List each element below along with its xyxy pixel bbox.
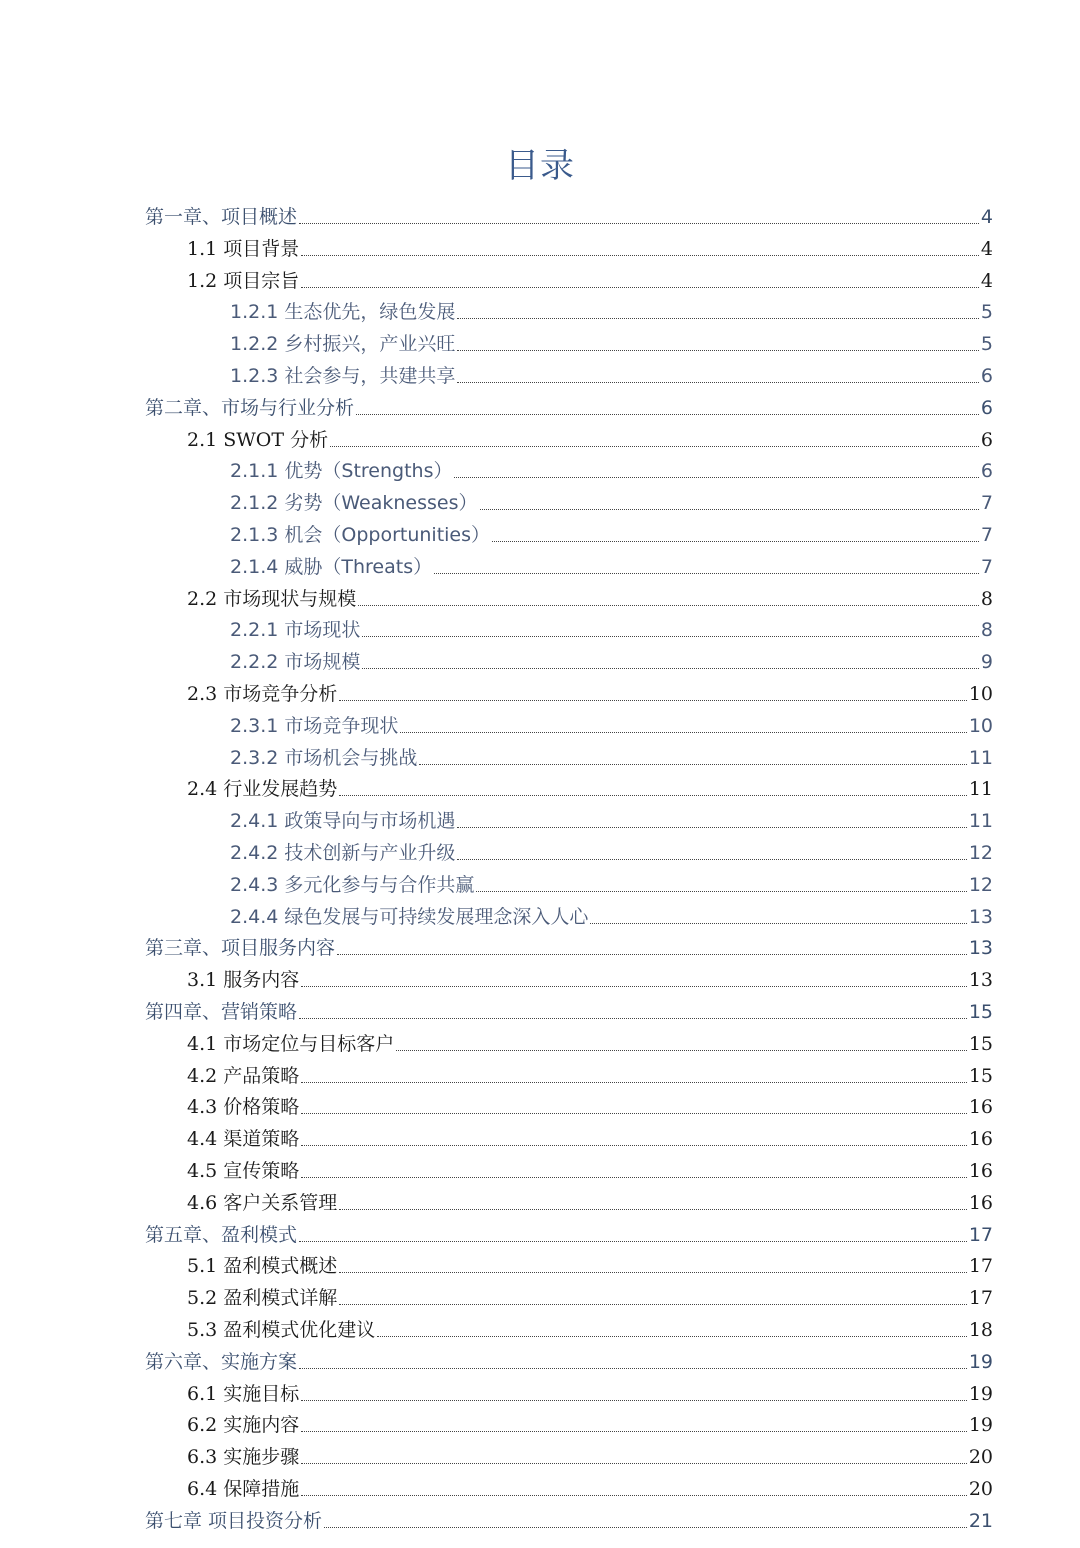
toc-entry-page-number: 15	[968, 1064, 993, 1087]
toc-entry-label: 1.2.2 乡村振兴，产业兴旺	[230, 333, 456, 356]
dot-leader	[362, 636, 979, 637]
toc-entry[interactable]	[230, 835, 993, 865]
toc-entry-label: 4.1 市场定位与目标客户	[187, 1032, 395, 1055]
toc-entry-page-number: 6	[980, 396, 993, 419]
toc-entry-label: 5.3 盈利模式优化建议	[187, 1319, 376, 1341]
toc-entry-page-number: 17	[968, 1223, 993, 1246]
toc-entry-page-number: 6	[980, 365, 993, 387]
toc-entry[interactable]	[187, 263, 993, 293]
page-title: 目录	[505, 146, 575, 186]
toc-entry-page-number: 12	[968, 842, 993, 864]
toc-entry-page-number: 7	[980, 524, 993, 546]
toc-entry-label: 2.3.1 市场竞争现状	[230, 714, 399, 737]
dot-leader	[377, 1336, 967, 1337]
toc-entry-page-number: 20	[968, 1478, 993, 1500]
toc-entry-page-number: 11	[968, 746, 993, 769]
toc-entry[interactable]	[145, 994, 993, 1024]
toc-entry[interactable]	[187, 1248, 993, 1278]
dot-leader	[434, 573, 979, 574]
toc-entry[interactable]	[187, 1280, 993, 1310]
dot-leader	[301, 287, 979, 288]
toc-entry-label: 第七章 项目投资分析	[145, 1509, 323, 1532]
toc-entry[interactable]	[145, 1503, 993, 1533]
dot-leader	[299, 223, 979, 224]
toc-entry-page-number: 16	[968, 1191, 993, 1214]
toc-entry-label: 6.2 实施内容	[187, 1414, 300, 1437]
dot-leader	[362, 668, 979, 669]
toc-entry-page-number: 13	[968, 969, 993, 992]
dot-leader	[454, 477, 978, 478]
toc-entry-label: 2.1.1 优势（Strengths）	[230, 460, 453, 483]
toc-entry[interactable]	[230, 740, 993, 770]
toc-entry-page-number: 17	[968, 1287, 993, 1310]
toc-entry-page-number: 19	[968, 1414, 993, 1437]
toc-entry-page-number: 13	[968, 937, 993, 960]
toc-entry[interactable]	[187, 231, 993, 261]
toc-entry-label: 第二章、市场与行业分析	[145, 396, 355, 419]
toc-entry-page-number: 8	[980, 587, 993, 610]
toc-entry[interactable]	[145, 930, 993, 960]
toc-entry-label: 1.2.1 生态优先，绿色发展	[230, 301, 456, 324]
dot-leader	[457, 318, 979, 319]
dot-leader	[301, 1177, 967, 1178]
toc-entry[interactable]	[187, 581, 993, 611]
dot-leader	[301, 986, 967, 987]
toc-entry-label: 第五章、盈利模式	[145, 1223, 298, 1246]
toc-entry[interactable]	[187, 422, 993, 452]
toc-entry[interactable]	[187, 1471, 993, 1501]
dot-leader	[301, 1113, 967, 1114]
toc-entry[interactable]	[187, 1407, 993, 1437]
toc-entry-page-number: 10	[968, 714, 993, 737]
toc-entry[interactable]	[230, 708, 993, 738]
toc-entry[interactable]	[187, 962, 993, 992]
toc-entry-page-number: 20	[968, 1446, 993, 1469]
toc-entry-page-number: 5	[980, 333, 993, 356]
dot-leader	[492, 541, 979, 542]
toc-entry-page-number: 16	[968, 1096, 993, 1119]
dot-leader	[339, 795, 967, 796]
toc-entry[interactable]	[145, 1217, 993, 1247]
dot-leader	[457, 382, 979, 383]
toc-entry[interactable]	[187, 1312, 993, 1342]
dot-leader	[457, 350, 979, 351]
toc-entry-label: 2.1.3 机会（Opportunities）	[230, 524, 491, 546]
toc-entry-label: 2.3 市场竞争分析	[187, 683, 338, 705]
toc-entry-label: 3.1 服务内容	[187, 969, 300, 992]
toc-entry[interactable]	[187, 1026, 993, 1056]
toc-entry[interactable]	[230, 644, 993, 674]
toc-entry-label: 1.1 项目背景	[187, 237, 300, 260]
toc-entry[interactable]	[230, 358, 993, 388]
toc-entry[interactable]	[145, 199, 993, 229]
toc-entry[interactable]	[230, 612, 993, 642]
toc-entry[interactable]	[145, 390, 993, 420]
toc-entry-label: 4.5 宣传策略	[187, 1160, 300, 1182]
toc-entry-page-number: 10	[968, 683, 993, 705]
toc-entry-label: 1.2 项目宗旨	[187, 269, 300, 292]
toc-entry-label: 6.3 实施步骤	[187, 1446, 300, 1469]
toc-entry-label: 5.2 盈利模式详解	[187, 1287, 338, 1310]
dot-leader	[337, 954, 967, 955]
dot-leader	[299, 1368, 967, 1369]
toc-entry-label: 2.1 SWOT 分析	[187, 428, 329, 451]
dot-leader	[324, 1527, 967, 1528]
toc-entry-label: 2.1.2 劣势（Weaknesses）	[230, 492, 478, 515]
toc-entry-label: 5.1 盈利模式概述	[187, 1255, 338, 1278]
toc-entry[interactable]	[187, 676, 993, 706]
toc-entry-page-number: 9	[980, 651, 993, 674]
toc-entry-label: 2.4.3 多元化参与与合作共赢	[230, 873, 475, 896]
toc-entry-page-number: 4	[980, 237, 993, 260]
toc-entry[interactable]	[187, 1058, 993, 1088]
toc-entry-label: 2.2.2 市场规模	[230, 651, 361, 674]
toc-entry[interactable]	[187, 1185, 993, 1215]
dot-leader	[400, 732, 966, 733]
dot-leader	[299, 1018, 967, 1019]
toc-entry-label: 第一章、项目概述	[145, 206, 298, 228]
toc-entry[interactable]	[230, 294, 993, 324]
toc-entry[interactable]	[187, 1089, 993, 1119]
toc-entry[interactable]	[187, 1439, 993, 1469]
dot-leader	[476, 891, 966, 892]
dot-leader	[590, 923, 966, 924]
toc-entry[interactable]	[230, 803, 993, 833]
toc-entry[interactable]	[230, 867, 993, 897]
toc-entry-label: 2.4.1 政策导向与市场机遇	[230, 810, 456, 833]
dot-leader	[457, 859, 966, 860]
toc-entry-page-number: 7	[980, 555, 993, 578]
toc-entry-label: 2.4 行业发展趋势	[187, 778, 338, 801]
dot-leader	[339, 1209, 967, 1210]
dot-leader	[419, 764, 966, 765]
toc-entry-page-number: 15	[968, 1001, 993, 1023]
toc-entry-label: 4.4 渠道策略	[187, 1128, 300, 1151]
toc-entry-label: 2.4.2 技术创新与产业升级	[230, 842, 456, 864]
toc-entry-page-number: 8	[980, 619, 993, 642]
toc-entry-page-number: 13	[968, 905, 993, 928]
toc-entry-page-number: 11	[968, 778, 993, 801]
toc-entry[interactable]	[145, 1344, 993, 1374]
toc-entry-label: 2.2 市场现状与规模	[187, 587, 357, 610]
toc-entry[interactable]	[187, 1121, 993, 1151]
toc-entry-label: 第六章、实施方案	[145, 1350, 298, 1373]
toc-entry-label: 2.4.4 绿色发展与可持续发展理念深入人心	[230, 905, 589, 928]
toc-entry[interactable]	[230, 453, 993, 483]
toc-entry-label: 4.2 产品策略	[187, 1064, 300, 1087]
dot-leader	[480, 509, 979, 510]
toc-entry-page-number: 19	[968, 1350, 993, 1373]
toc-entry[interactable]	[187, 1376, 993, 1406]
toc-entry[interactable]	[230, 549, 993, 579]
dot-leader	[301, 1495, 967, 1496]
toc-entry-label: 第三章、项目服务内容	[145, 937, 336, 960]
toc-entry-page-number: 5	[980, 301, 993, 324]
toc-entry-page-number: 4	[980, 269, 993, 292]
toc-entry-label: 6.4 保障措施	[187, 1478, 300, 1500]
dot-leader	[301, 1400, 967, 1401]
dot-leader	[301, 1431, 967, 1432]
toc-entry-page-number: 6	[980, 460, 993, 483]
dot-leader	[301, 1145, 967, 1146]
dot-leader	[330, 446, 979, 447]
toc-entry[interactable]	[187, 1153, 993, 1183]
dot-leader	[457, 827, 966, 828]
dot-leader	[339, 700, 967, 701]
toc-entry-page-number: 18	[968, 1319, 993, 1341]
toc-entry-label: 2.1.4 威胁（Threats）	[230, 555, 433, 578]
toc-entry-page-number: 16	[968, 1160, 993, 1182]
toc-entry-page-number: 12	[968, 873, 993, 896]
toc-entry[interactable]	[187, 771, 993, 801]
toc-entry-label: 2.3.2 市场机会与挑战	[230, 746, 418, 769]
toc-entry[interactable]	[230, 899, 993, 929]
toc-entry-page-number: 11	[968, 810, 993, 833]
toc-entry-label: 2.2.1 市场现状	[230, 619, 361, 642]
toc-entry-page-number: 4	[980, 206, 993, 228]
dot-leader	[356, 414, 979, 415]
toc-entry[interactable]	[230, 326, 993, 356]
dot-leader	[339, 1304, 967, 1305]
dot-leader	[299, 1241, 967, 1242]
dot-leader	[301, 1082, 967, 1083]
toc-entry-page-number: 15	[968, 1032, 993, 1055]
toc-entry[interactable]	[230, 517, 993, 547]
toc-entry[interactable]	[230, 485, 993, 515]
dot-leader	[301, 255, 979, 256]
toc-entry-label: 6.1 实施目标	[187, 1382, 300, 1405]
toc-entry-label: 4.3 价格策略	[187, 1096, 300, 1119]
dot-leader	[339, 1272, 967, 1273]
toc-entry-page-number: 19	[968, 1382, 993, 1405]
toc-entry-page-number: 21	[968, 1509, 993, 1532]
dot-leader	[396, 1050, 967, 1051]
toc-entry-page-number: 6	[980, 428, 993, 451]
dot-leader	[358, 605, 979, 606]
dot-leader	[301, 1463, 967, 1464]
toc-entry-page-number: 17	[968, 1255, 993, 1278]
toc-entry-label: 第四章、营销策略	[145, 1001, 298, 1023]
toc-entry-page-number: 7	[980, 492, 993, 515]
toc-entry-page-number: 16	[968, 1128, 993, 1151]
toc-entry-label: 1.2.3 社会参与，共建共享	[230, 365, 456, 387]
toc-entry-label: 4.6 客户关系管理	[187, 1191, 338, 1214]
